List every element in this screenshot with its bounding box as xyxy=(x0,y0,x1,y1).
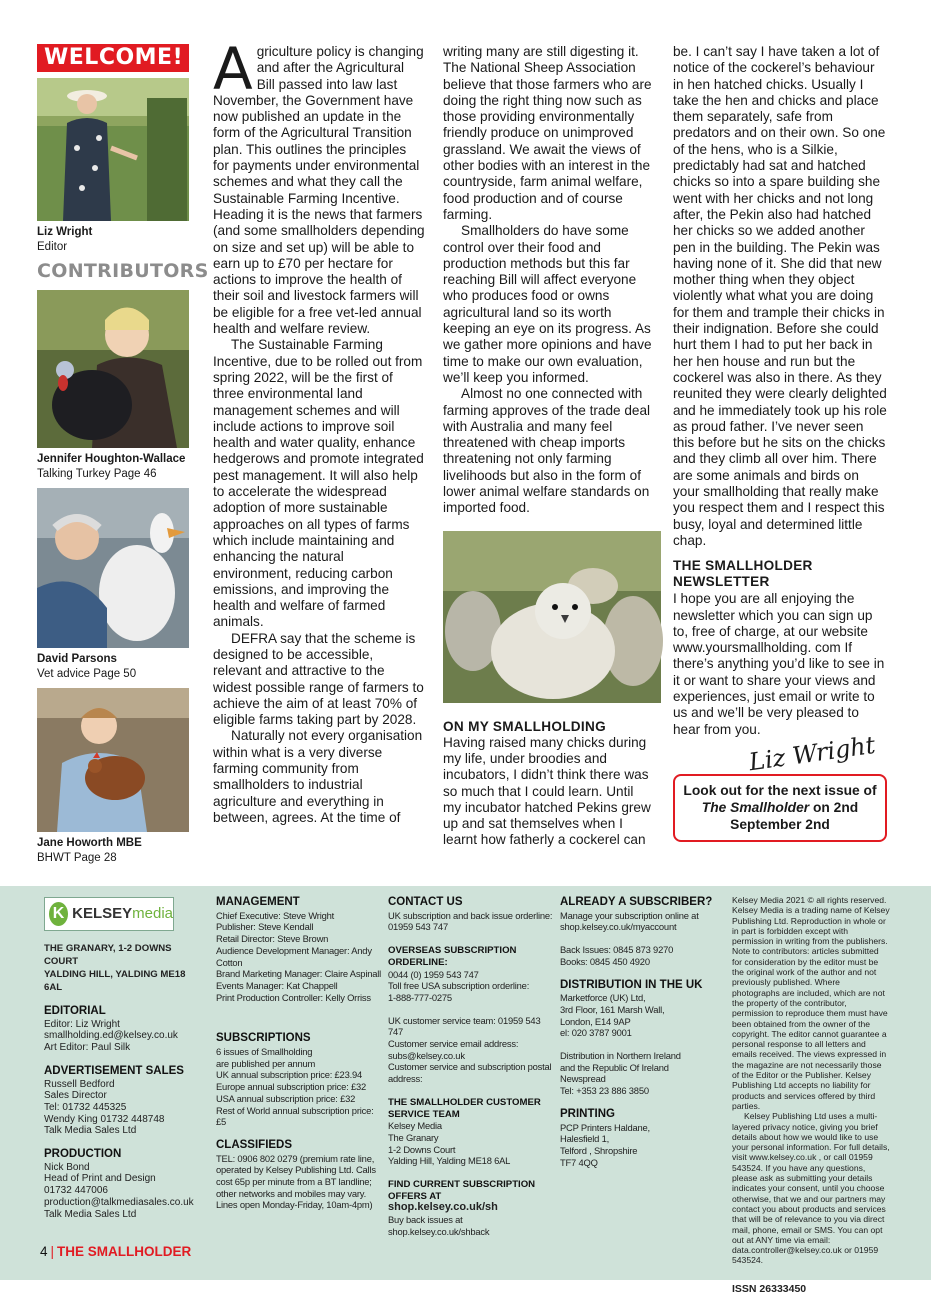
paragraph: be. I can’t say I have taken a lot of notice of the cockerel’s behaviour in hen hatched chicks. Usually I take the hen and chicks and place them separately, safe from predators and on their own. So one of the hens, who is a Silkie, predictably had sat and hatched chicks so into a spare building she went with her chicks and not long after, the Pekin also had hatched her chicks so we added another pen in the building. The Pekin was having none of it. She did that new mother thing when they object violently what what you are doing for them and trample their chicks in their indignation. Before she could hurt them I had to put her back in her hen house and run but the cockerel was also in there. As they reunited they were clearly delighted and he immediately took up his role as proud father. I’ve never seen this before but he sits on the chicks and they climb all over him. There are some animals and birds on your smallholding that really make you respect them and I respect this busy, loyal and determined little chap. xyxy=(673,44,887,548)
paragraph: Agriculture policy is changing and after the Agricultural Bill passed into law last November, the Government have now published an update in the form of the Agricultural Transition plan. This outlines the principles for payments under environmental schemes and what they call the Sustainable Farming Incentive. Heading it is the news that farmers (and some smallholders depending on size and set up) will be able to earn up to £70 per hectare for actions to improve the health of their soil and livestock farmers will be eligible for a free vet-led annual health and welfare review. xyxy=(213,35,425,337)
address: THE GRANARY, 1-2 DOWNS COURT YALDING HILL, YALDING ME18 6AL xyxy=(44,943,186,993)
editor-role: Editor xyxy=(37,241,68,253)
editorial-heading: EDITORIAL xyxy=(44,1005,106,1017)
offers-heading: FIND CURRENT SUBSCRIPTION OFFERS AT xyxy=(388,1179,536,1202)
legal-notice: Kelsey Media 2021 © all rights reserved. Kelsey Media is a trading name of Kelsey Publishing Ltd. Reproduction in whole or in part is forbidden except with permission in writing from the publishers. Note to contributors: articles submitted for consideration by the editor must be the original work of the author and not previously published. Where photographs are included, which are not the property of the contributor, permission to reproduce them must have been obtained from the owner of the copyright. The editor cannot guarantee a personal response to all letters and emails received. The views expressed in the magazine are not necessarily those of the Editor or the Publisher. Kelsey Publishing Ltd accepts no liability for products and services offered by third parties. Kelsey Publishing Ltd uses a multi-layered privacy notice, giving you brief details about how we would like to use your personal information. For full details, visit www.kelsey.co.uk , or call 01959 543524. If you have any questions, please ask as submitting your details indicates your consent, until you choose otherwise, that we and our partners may contact you about products and services that will be of relevance to you via direct mail, phone, email or SMS. You can opt out at ANY time via email: data.controller@kelsey.co.uk or 01959 543524. xyxy=(732,895,890,1266)
contact-heading: CONTACT US xyxy=(388,896,463,908)
kelsey-media-logo: K KELSEYmedia xyxy=(44,897,174,931)
paragraph: writing many are still digesting it. The National Sheep Association believe that those farmers who are doing the right thing now such as those providing environmentally friendly produce on unimproved grassland. We await the views of other bodies with an interest in the countryside, farm animal welfare, food production and of course farming. xyxy=(443,44,652,222)
contributor-role: Talking Turkey Page 46 xyxy=(37,468,157,480)
footer-col-subscriber: ALREADY A SUBSCRIBER? Manage your subscription online at shop.kelsey.co.uk/myaccount Back Issues: 0845 873 9270 Books: 0845 450 4920 DISTRIBUTION IN THE UK Marketforce (UK) Ltd, 3rd Floor, 161 Marsh Wall, London, E14 9AP el: 020 3787 9001 Distribution in Northern Ireland and the Republic Of Ireland Newspread Tel: +353 23 886 3850 PRINTING PCP Printers Haldane, Halesfield 1, Telford , Shropshire TF7 4QQ xyxy=(560,897,720,1168)
contributors-heading: CONTRIBUTORS xyxy=(37,260,209,282)
drop-cap: A xyxy=(213,35,253,103)
sidebar xyxy=(37,44,209,864)
contributor-name: Jennifer Houghton-Wallace xyxy=(37,453,186,465)
contributor-photo-turkey xyxy=(37,290,189,448)
distribution-heading: DISTRIBUTION IN THE UK xyxy=(560,978,703,991)
page-number: 4 xyxy=(40,1244,48,1259)
paragraph: Smallholders do have some control over their food and production methods but this far reaching Bill will affect everyone who produces food or owns agricultural land so its worth keeping an eye on its progress. As we gather more opinions and have time to make our own evaluation, we’ll keep you informed. xyxy=(443,223,652,385)
footer-col-contacts: K KELSEYmedia THE GRANARY, 1-2 DOWNS COURT YALDING HILL, YALDING ME18 6AL EDITORIAL Editor: Liz Wright smallholding.ed@kelsey.co.uk Art Editor: Paul Silk ADVERTISEMENT SALES Russell Bedford Sales Director Tel: 01732 445325 Wendy King 01732 448748 Talk Media Sales Ltd PRODUCTION Nick Bond Head of Print and Design 01732 447006 production@talkmediasales.co.uk Talk Media Sales Ltd xyxy=(44,897,204,1220)
smallholding-heading: ON MY SMALLHOLDING xyxy=(443,718,606,734)
paragraph: The Sustainable Farming Incentive, due to be rolled out from spring 2022, will be the first of three environmental land management schemes and will include actions to improve soil health and water quality, enhance hedgerows and promote integrated pest management. It will also help to accelerate the widespread adoption of more sustainable approaches on all types of farms which include maintaining and enhancing the natural environment, reducing carbon emissions, and improving the health and welfare of farmed animals. xyxy=(213,337,424,630)
magazine-title: The Smallholder xyxy=(701,800,810,816)
advertisement-heading: ADVERTISEMENT SALES xyxy=(44,1064,184,1077)
footer-col-management: MANAGEMENT Chief Executive: Steve Wright Publisher: Steve Kendall Retail Director: Steve Brown Audience Development Manager: Andy Cotton Brand Marketing Manager: Claire Aspinall Events Manager: Kat Chappell Print Production Controller: Kelly Orriss SUBSCRIPTIONS 6 issues of Smallholding are published per annum UK annual subscription price: £23.94 Europe annual subscription price: £32 USA annual subscription price: £32 Rest of World annual subscription price: £5 CLASSIFIEDS TEL: 0906 802 0279 (premium rate line, operated by Kelsey Publishing Ltd. Calls cost 65p per minute from a BT landline; other networks and mobiles may vary. Lines open Monday-Friday, 10am-4pm) xyxy=(216,896,382,1211)
next-issue-box: Look out for the next issue of The Smallholder on 2nd September 2nd xyxy=(673,774,887,842)
paragraph: Having raised many chicks during my life, under broodies and incubators, I didn’t think there was so much that I could learn. Until my incubator hatched Pekins grew up and sat themselves when I learnt how fatherly a cockerel can xyxy=(443,734,651,848)
chick-photo xyxy=(443,531,661,703)
issn: ISSN 26333450 xyxy=(732,1282,807,1295)
paragraph: DEFRA say that the scheme is designed to be accessible, relevant and attractive to the widest possible range of farmers to achieve the aim of at least 70% of eligible farms taking part by 2028. xyxy=(213,630,424,728)
contributor-role: Vet advice Page 50 xyxy=(37,668,137,680)
article-column-2 xyxy=(443,44,655,849)
contributor-role: BHWT Page 28 xyxy=(37,852,117,864)
subscriptions-heading: SUBSCRIPTIONS xyxy=(216,1032,311,1045)
offers-link[interactable]: shop.kelsey.co.uk/sh xyxy=(388,1201,498,1214)
contributor-name: David Parsons xyxy=(37,653,117,665)
editor-name: Liz Wright xyxy=(37,226,93,238)
classifieds-heading: CLASSIFIEDS xyxy=(216,1138,293,1151)
back-issues-link[interactable]: Buy back issues at shop.kelsey.co.uk/shback xyxy=(388,1214,490,1237)
contributor-photo-hen xyxy=(37,688,189,832)
article-column-3 xyxy=(673,44,888,842)
production-heading: PRODUCTION xyxy=(44,1148,122,1161)
signature: Liz Wright xyxy=(747,730,877,777)
subscriber-heading: ALREADY A SUBSCRIBER? xyxy=(560,896,713,908)
footer-col-contact-us: CONTACT US UK subscription and back issue orderline: 01959 543 747 OVERSEAS SUBSCRIPTION ORDERLINE: 0044 (0) 1959 543 747 Toll free USA subscription orderline: 1-888-777-0275 UK customer service team: 01959 543 747 Customer service email address: subs@kelsey.co.uk Customer service and subscription postal address: THE SMALLHOLDER CUSTOMER SERVICE TEAM Kelsey Media The Granary 1-2 Downs Court Yalding Hill, Yalding ME18 6AL FIND CURRENT SUBSCRIPTION OFFERS AT shop.kelsey.co.uk/sh Buy back issues at shop.kelsey.co.uk/shback xyxy=(388,896,553,1237)
paragraph: Almost no one connected with farming approves of the trade deal with Australia and many feel threatened with cheap imports threatening not only farming livelihoods but also in the form of lower animal welfare standards on imported food. xyxy=(443,386,651,516)
masthead-footer xyxy=(0,886,931,1295)
printing-heading: PRINTING xyxy=(560,1107,615,1120)
contributor-name: Jane Howorth MBE xyxy=(37,837,142,849)
customer-team-heading: THE SMALLHOLDER CUSTOMER SERVICE TEAM xyxy=(388,1096,541,1120)
welcome-banner: WELCOME! xyxy=(37,44,189,72)
magazine-name: THE SMALLHOLDER xyxy=(57,1244,192,1259)
newsletter-heading: THE SMALLHOLDER NEWSLETTER xyxy=(673,558,813,590)
page-folio: 4 | THE SMALLHOLDER xyxy=(40,1244,192,1259)
article-column-1 xyxy=(213,35,425,826)
contributor-photo-goose xyxy=(37,488,189,648)
editor-photo xyxy=(37,78,189,221)
paragraph: I hope you are all enjoying the newsletter which you can sign up to, free of charge, at our website www.yoursmallholding. com If there’s anything you’d like to see in it or want to share your views and experiences, just email or write to us and we’ll be very pleased to hear from you. xyxy=(673,591,885,737)
footer-col-legal xyxy=(732,895,890,1295)
management-heading: MANAGEMENT xyxy=(216,896,300,908)
paragraph: Naturally not every organisation within what is a very diverse farming community from smallholders to industrial agriculture and everything in between, agrees. At the time of xyxy=(213,728,423,825)
overseas-heading: OVERSEAS SUBSCRIPTION ORDERLINE: xyxy=(388,945,517,968)
